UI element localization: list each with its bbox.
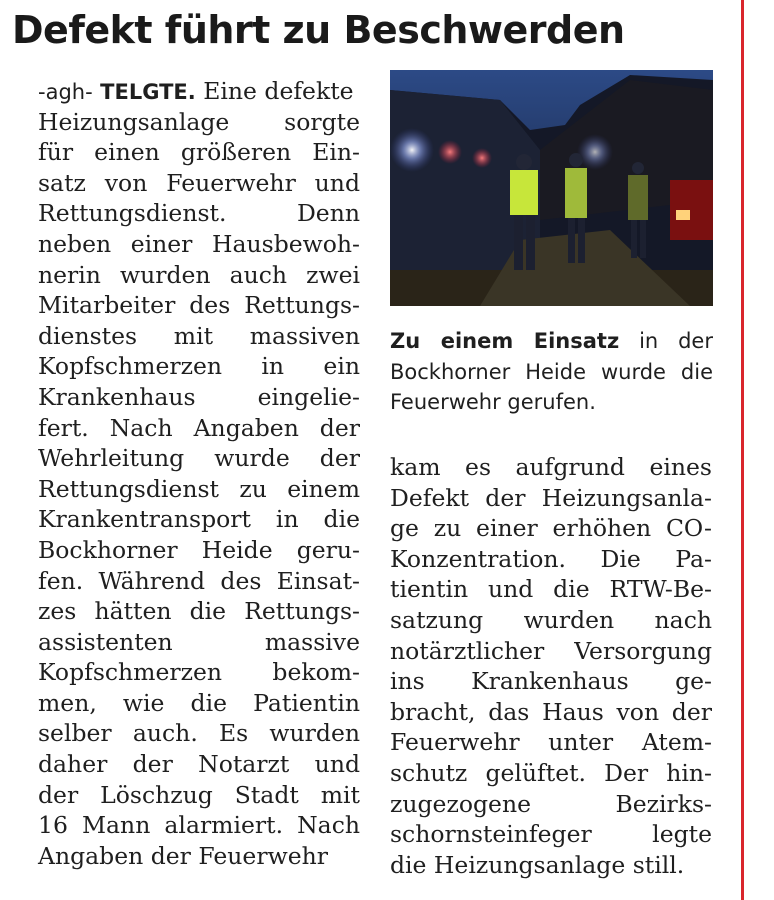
left-column-lines	[38, 107, 360, 872]
caption-first-line-text: in der	[639, 329, 713, 353]
text-line: der Löschzug Stadt mit	[38, 780, 360, 809]
fire-brigade-night-photo	[390, 70, 713, 306]
text-line: schutz gelüftet. Der hin-	[390, 758, 712, 787]
text-line: Konzentration. Die Pa-	[390, 544, 712, 573]
article-body-right-column	[390, 452, 712, 880]
text-line: satzung wurden nach	[390, 605, 712, 634]
text-line: selber auch. Es wurden	[38, 719, 360, 748]
right-column-lines	[390, 452, 712, 880]
text-line: Kopfschmerzen bekom-	[38, 658, 360, 687]
text-line: Kopfschmerzen in ein	[38, 352, 360, 381]
text-line: nerin wurden auch zwei	[38, 260, 360, 289]
text-line: Feuerwehr unter Atem-	[390, 728, 712, 757]
text-line: Rettungsdienst. Denn	[38, 199, 360, 228]
text-line: neben einer Hausbewoh-	[38, 229, 360, 258]
text-line: zugezogene Bezirks-	[390, 789, 712, 818]
caption-first-line	[390, 326, 713, 357]
headline: Defekt führt zu Beschwerden	[12, 8, 625, 52]
article-photo	[390, 70, 713, 306]
text-line: Bockhorner Heide wurde die	[390, 359, 713, 384]
text-line: assistenten massive	[38, 627, 360, 656]
text-line: Heizungsanlage sorgte	[38, 107, 360, 136]
text-line: men, wie die Patientin	[38, 688, 360, 717]
text-line: tientin und die RTW-Be-	[390, 575, 712, 604]
text-line: ins Krankenhaus ge-	[390, 667, 712, 696]
text-line: zes hätten die Rettungs-	[38, 597, 360, 626]
text-line: dienstes mit massiven	[38, 321, 360, 350]
caption-lead: Zu einem Einsatz	[390, 329, 620, 353]
text-line: Feuerwehr gerufen.	[390, 390, 596, 415]
text-line: Defekt der Heizungsanla-	[390, 483, 712, 512]
text-line: Wehrleitung wurde der	[38, 444, 360, 473]
first-line-text: Eine defekte	[203, 77, 354, 105]
article-first-line	[38, 76, 360, 107]
column-divider-rule	[741, 0, 744, 900]
text-line: 16 Mann alarmiert. Nach	[38, 811, 360, 840]
text-line: notärztlicher Versorgung	[390, 636, 712, 665]
photo-caption	[390, 326, 713, 418]
text-line: Mitarbeiter des Rettungs-	[38, 291, 360, 320]
text-line: ge zu einer erhöhen CO-	[390, 514, 712, 543]
text-line: satz von Feuerwehr und	[38, 168, 360, 197]
text-line: Krankenhaus eingelie-	[38, 382, 360, 411]
text-line: fen. Während des Einsat-	[38, 566, 360, 595]
text-line: schornsteinfeger legte	[390, 820, 712, 849]
text-line: daher der Notarzt und	[38, 750, 360, 779]
text-line: bracht, das Haus von der	[390, 697, 712, 726]
byline: -agh-	[38, 80, 93, 104]
text-line: fert. Nach Angaben der	[38, 413, 360, 442]
text-line: Krankentransport in die	[38, 505, 360, 534]
dateline-location: TELGTE.	[100, 80, 196, 104]
caption-lines	[390, 357, 713, 418]
text-line: kam es aufgrund eines	[390, 453, 712, 481]
text-line: Bockhorner Heide geru-	[38, 535, 360, 564]
article-body-left-column	[38, 76, 360, 871]
text-line: die Heizungsanlage still.	[390, 850, 685, 879]
text-line: Rettungsdienst zu einem	[38, 474, 360, 503]
text-line: Angaben der Feuerwehr	[38, 841, 328, 870]
text-line: für einen größeren Ein-	[38, 138, 360, 167]
